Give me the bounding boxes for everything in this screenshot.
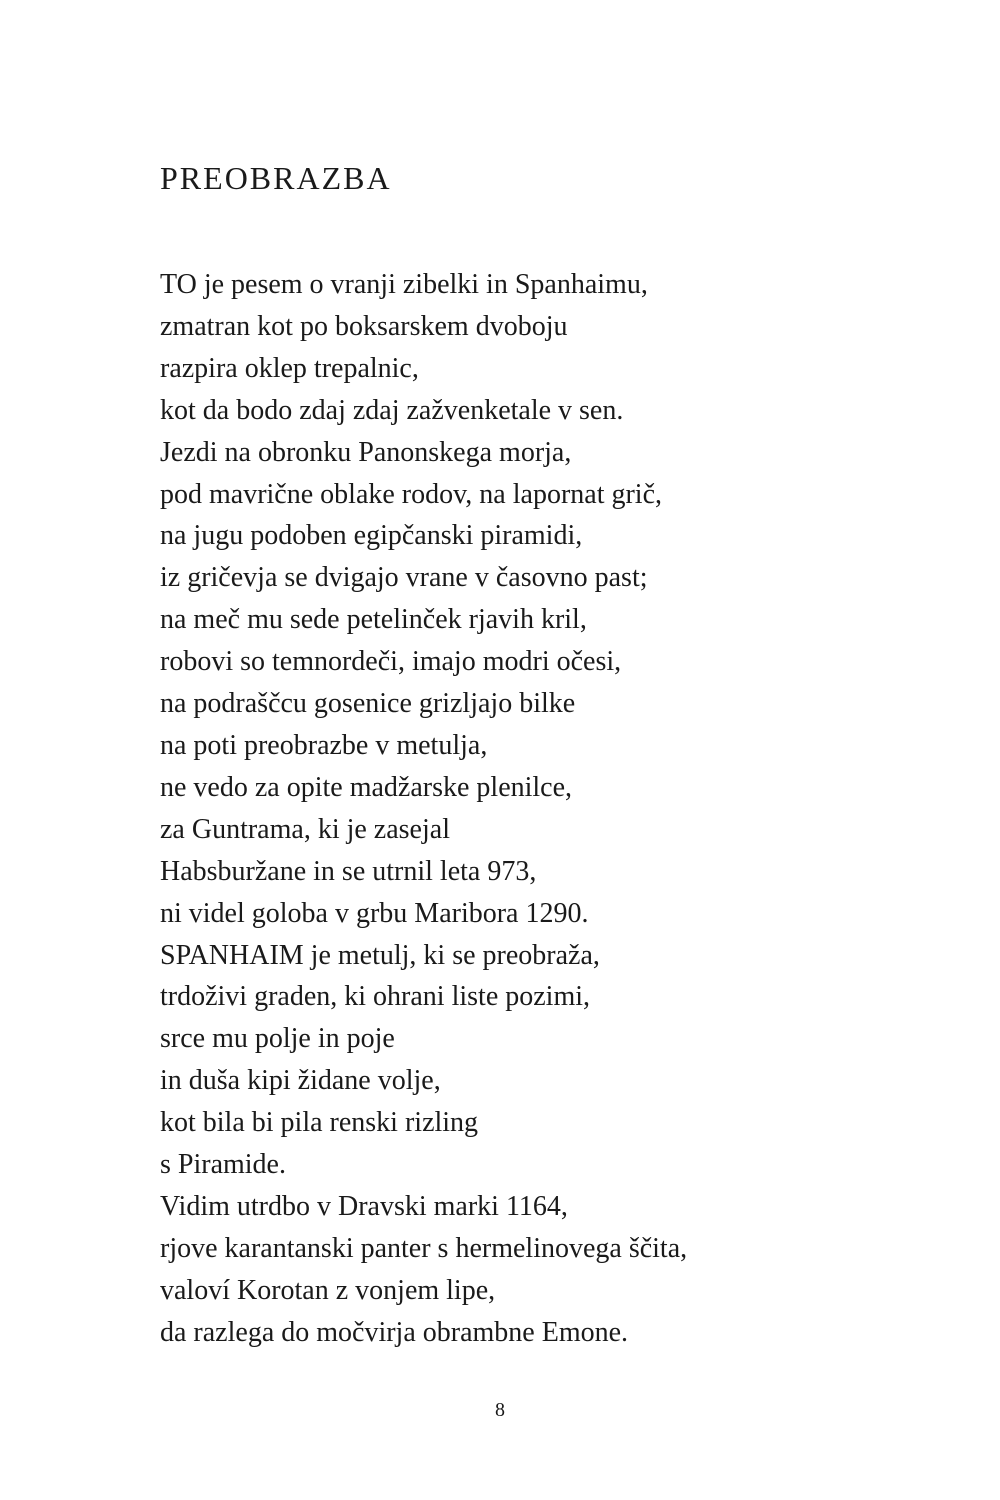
poem-line: da razlega do močvirja obrambne Emone. <box>160 1316 629 1348</box>
poem-line: ni videl goloba v grbu Maribora 1290. <box>160 897 589 929</box>
poem-line: na meč mu sede petelinček rjavih kril, <box>160 604 587 636</box>
poem-line: zmatran kot po boksarskem dvoboju <box>160 310 568 342</box>
poem-title: PREOBRAZBA <box>160 160 392 196</box>
page-number: 8 <box>495 1399 505 1421</box>
poem-line: trdoživi graden, ki ohrani liste pozimi, <box>160 981 591 1013</box>
poem-line: s Piramide. <box>160 1149 286 1181</box>
poem-line: rjove karantanski panter s hermelinovega ščita, <box>160 1232 688 1264</box>
poem-line: kot bila bi pila renski rizling <box>160 1107 479 1139</box>
poem-line: za Guntrama, ki je zasejal <box>160 813 450 845</box>
poem-line: iz gričevja se dvigajo vrane v časovno past; <box>160 562 648 594</box>
poem-line: pod mavrične oblake rodov, na lapornat grič, <box>160 478 663 510</box>
poem-line: na podraščcu gosenice grizljajo bilke <box>160 688 576 720</box>
poem-line: Jezdi na obronku Panonskega morja, <box>160 436 572 468</box>
poem-line: na poti preobrazbe v metulja, <box>160 729 488 761</box>
poem-line: SPANHAIM je metulj, ki se preobraža, <box>160 939 600 971</box>
poem-line: ne vedo za opite madžarske plenilce, <box>160 771 573 803</box>
poem-line: kot da bodo zdaj zdaj zažvenketale v sen. <box>160 394 624 426</box>
poem-line: srce mu polje in poje <box>160 1023 395 1055</box>
poem-line: Habsburžane in se utrnil leta 973, <box>160 855 537 887</box>
poem-line: na jugu podoben egipčanski piramidi, <box>160 520 583 552</box>
poem-line: TO je pesem o vranji zibelki in Spanhaimu, <box>160 269 648 300</box>
poem-line: in duša kipi židane volje, <box>160 1065 441 1097</box>
poem-line: razpira oklep trepalnic, <box>160 352 419 384</box>
poem-line: valoví Korotan z vonjem lipe, <box>160 1274 496 1306</box>
poem-line: robovi so temnordeči, imajo modri očesi, <box>160 646 622 678</box>
poem-line: Vidim utrdbo v Dravski marki 1164, <box>160 1190 568 1222</box>
poem-body <box>160 264 687 1354</box>
